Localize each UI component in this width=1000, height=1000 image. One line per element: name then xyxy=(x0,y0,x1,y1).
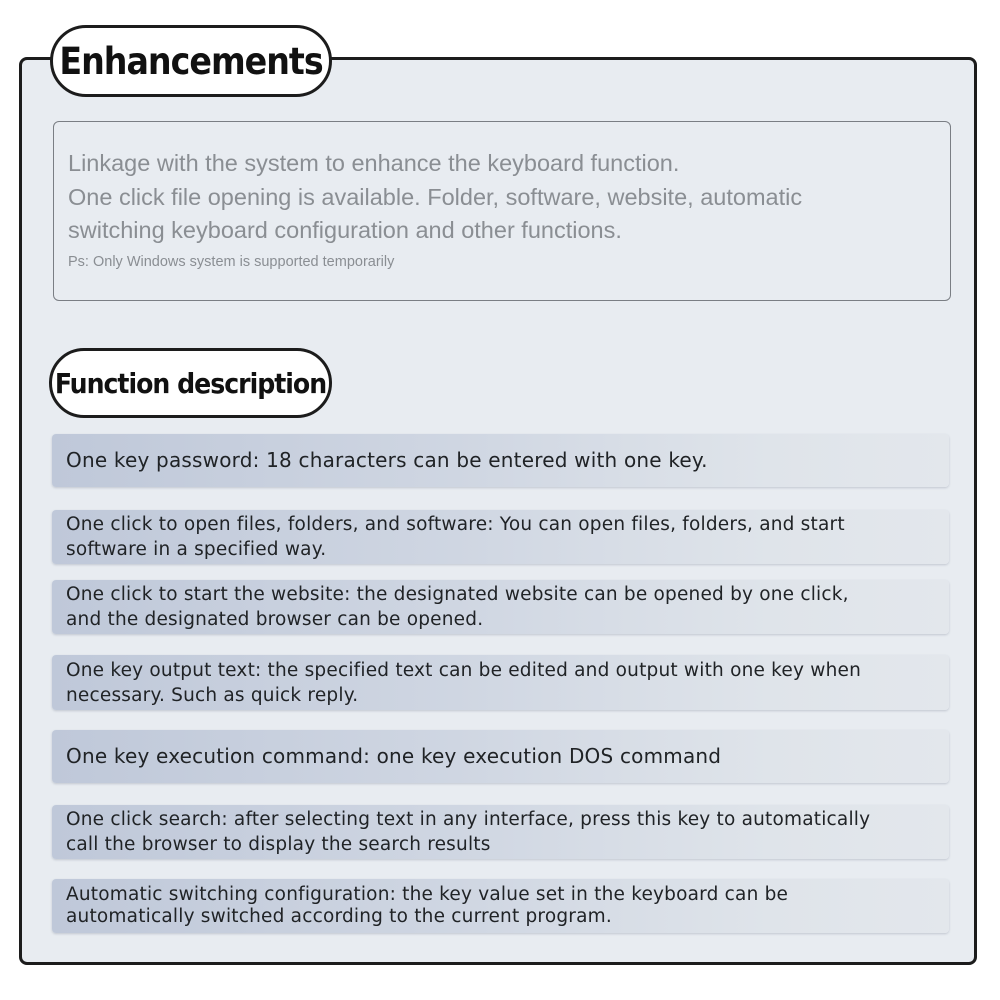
enhancements-line-3: switching keyboard configuration and other functions. xyxy=(68,217,622,243)
function-item-automatic-switching xyxy=(52,879,949,933)
function-item-line: One key output text: the specified text can be edited and output with one key when xyxy=(66,659,861,681)
function-item-line: and the designated browser can be opened. xyxy=(66,609,484,630)
enhancements-heading: Enhancements xyxy=(50,25,332,97)
function-item-line: One click to open files, folders, and software: You can open files, folders, and start xyxy=(66,514,845,535)
enhancements-line-1: Linkage with the system to enhance the keyboard function. xyxy=(68,150,680,176)
function-item-execution-command xyxy=(52,730,949,783)
function-description-heading: Function description xyxy=(49,348,332,418)
function-item-one-key-password xyxy=(52,434,949,487)
function-item-open-files xyxy=(52,510,949,564)
function-item-line: call the browser to display the search results xyxy=(66,834,491,855)
function-item-one-click-search xyxy=(52,805,949,859)
enhancements-description-box xyxy=(53,121,951,301)
function-item-line: One key execution command: one key execution DOS command xyxy=(66,744,722,768)
function-item-line: Automatic switching configuration: the key value set in the keyboard can be xyxy=(66,884,789,905)
function-item-line: One click search: after selecting text in any interface, press this key to automatically xyxy=(66,809,871,830)
function-item-line: One key password: 18 characters can be entered with one key. xyxy=(66,448,708,472)
function-item-line: automatically switched according to the current program. xyxy=(66,906,612,927)
enhancements-line-2: One click file opening is available. Folder, software, website, automatic xyxy=(68,183,803,210)
enhancements-note: Ps: Only Windows system is supported temporarily xyxy=(68,253,395,270)
function-item-output-text xyxy=(52,655,949,710)
function-item-line: One click to start the website: the designated website can be opened by one click, xyxy=(66,584,849,605)
function-item-line: software in a specified way. xyxy=(66,539,327,560)
function-item-line: necessary. Such as quick reply. xyxy=(66,684,359,706)
function-item-start-website xyxy=(52,580,949,634)
